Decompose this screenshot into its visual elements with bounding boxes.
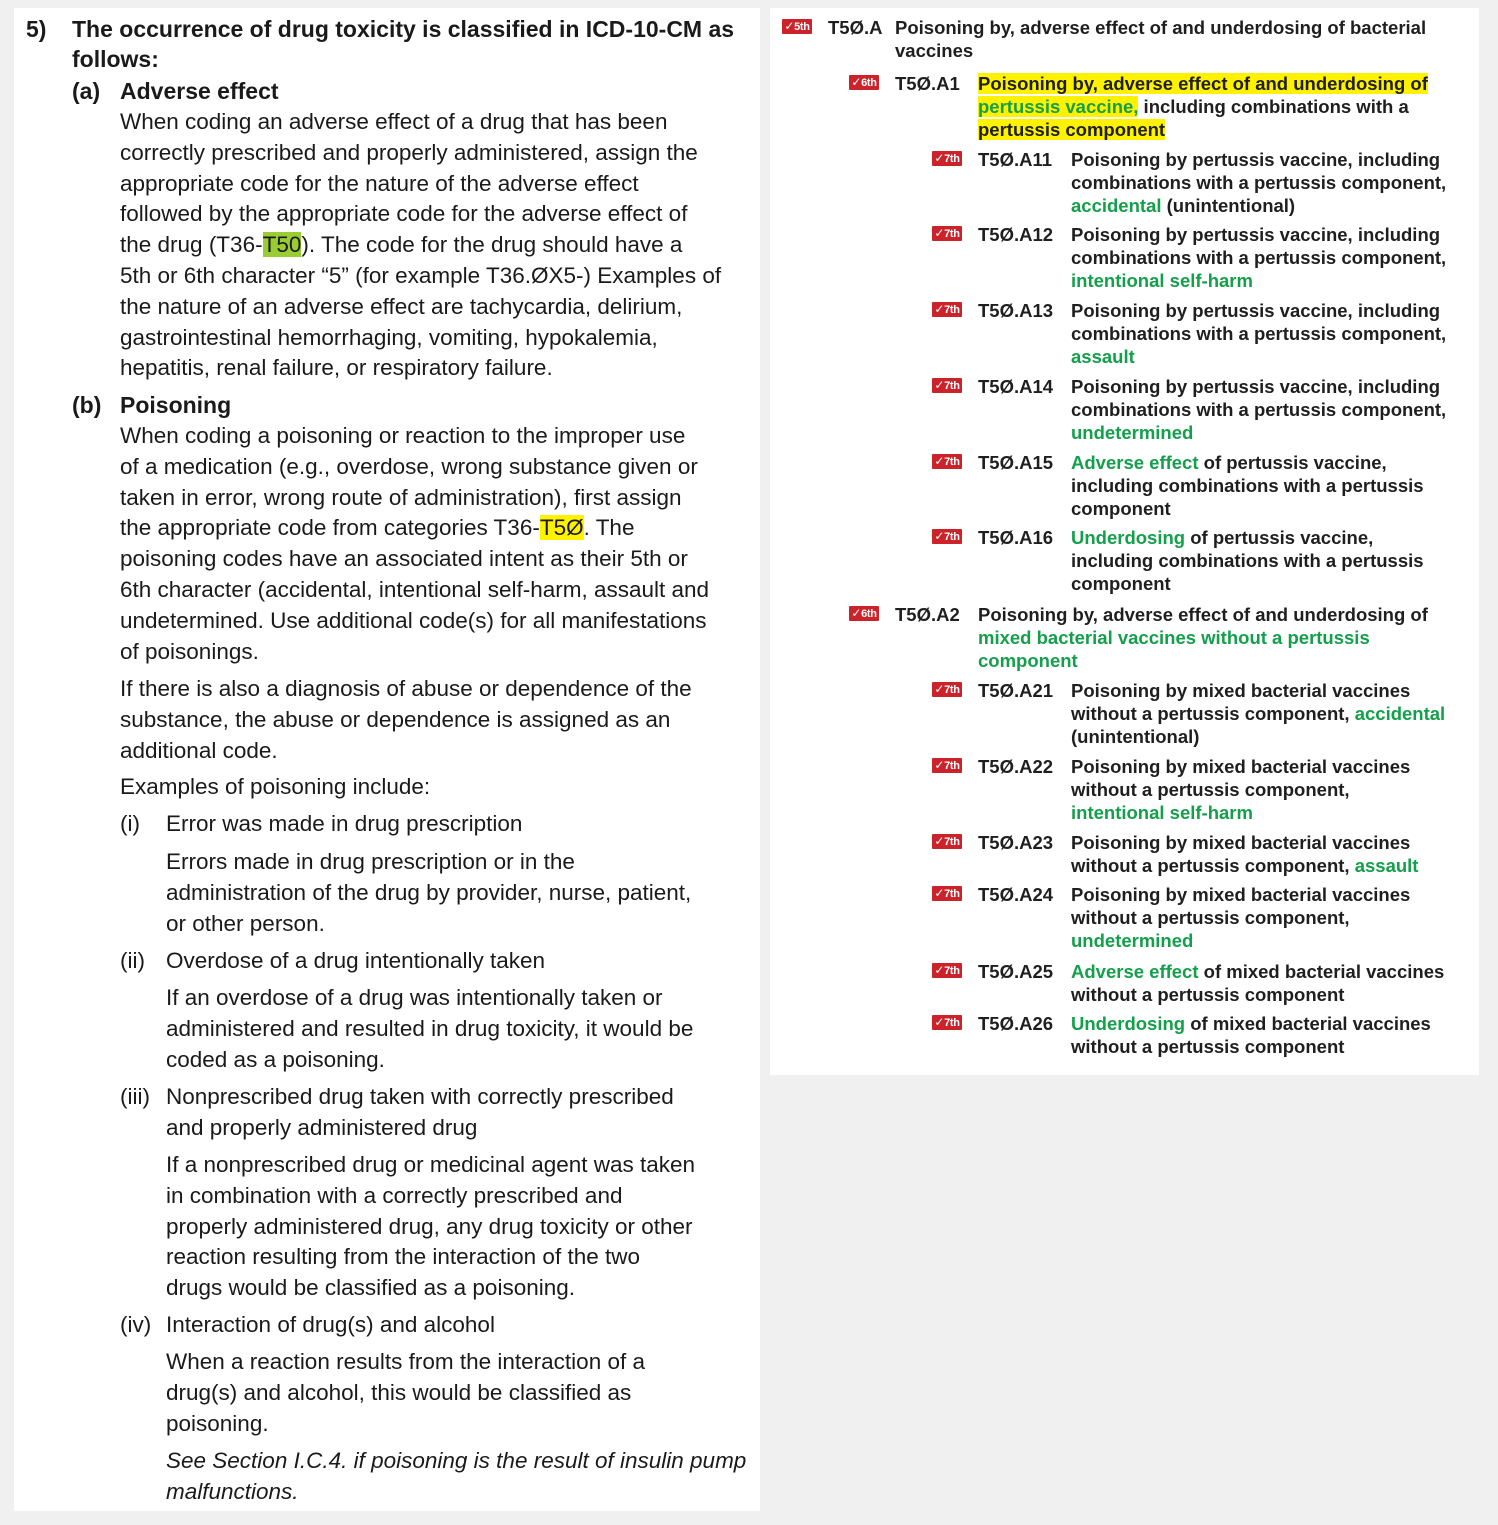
text-span: . The [583, 515, 635, 541]
poisoning-text [120, 421, 709, 667]
highlighted-code: T5Ø [539, 515, 584, 541]
6th-character-badge: ✓6th [849, 75, 879, 90]
7th-character-badge: ✓7th [932, 302, 962, 317]
highlighted-text: Poisoning by, adverse effect of and underdosing of [978, 73, 1428, 94]
text-line: poisoning codes have an associated intent as their 5th or [120, 546, 688, 572]
highlighted-text: pertussis component [978, 119, 1166, 141]
text-line: the nature of an adverse effect are tachycardia, delirium, [120, 293, 683, 319]
7th-character-badge: ✓7th [932, 963, 962, 978]
intent-term: Adverse effect [1071, 961, 1199, 982]
code-number: T5Ø.A16 [978, 527, 1054, 548]
code-number: T5Ø.A21 [978, 680, 1054, 701]
code-description-line: mixed bacterial vaccines without a pertussis [978, 627, 1370, 649]
code-description-line: combinations with a pertussis component, [1071, 399, 1447, 421]
text-line: See Section I.C.4. if poisoning is the result of insulin pump [166, 1448, 747, 1473]
code-description-line: combinations with a pertussis component, [1071, 172, 1447, 194]
code-number: T5Ø.A13 [978, 300, 1054, 321]
text-line: hepatitis, renal failure, or respiratory failure. [120, 355, 553, 381]
code-description-line: vaccines [895, 40, 974, 62]
highlighted-text: pertussis vaccine, [978, 96, 1139, 118]
code-description-line: Poisoning by, adverse effect of and underdosing of [978, 604, 1428, 625]
code-description-line: without a pertussis component, [1071, 907, 1350, 929]
see-also-note [166, 1446, 746, 1508]
section-label: (a) [72, 78, 101, 104]
code-description-line: (unintentional) [1071, 726, 1200, 748]
examples-intro [120, 772, 430, 803]
text-line: or other person. [166, 910, 325, 936]
text-line: reaction resulting from the interaction of the two [166, 1244, 640, 1270]
code-listing-panel [770, 8, 1479, 1075]
code-number: T5Ø.A15 [978, 452, 1054, 473]
intent-term: assault [1071, 346, 1135, 368]
text-line: 6th character (accidental, intentional self-harm, assault and [120, 576, 710, 602]
code-description-line: combinations with a pertussis component, [1071, 323, 1447, 345]
text-span: including combinations with a [1138, 96, 1409, 118]
guideline-title-line: follows: [72, 46, 159, 72]
text-line: When coding an adverse effect of a drug that has been [120, 109, 668, 134]
code-description-line: including combinations with a pertussis [1071, 475, 1424, 497]
code-description-line: Poisoning by pertussis vaccine, including [1071, 149, 1441, 170]
section-title: Adverse effect [120, 78, 279, 104]
code-description-line: Poisoning by pertussis vaccine, including [1071, 376, 1441, 397]
item-title: Overdose of a drug intentionally taken [166, 948, 545, 973]
text-line: When a reaction results from the interaction of a [166, 1349, 645, 1374]
example-text [166, 1347, 645, 1439]
text-line: If an overdose of a drug was intentionally taken or [166, 985, 663, 1010]
text-span: of pertussis vaccine, [1198, 452, 1387, 473]
intent-term: intentional self-harm [1071, 270, 1253, 292]
7th-character-badge: ✓7th [932, 886, 962, 901]
code-description-line: without a pertussis component, [1071, 779, 1350, 801]
7th-character-badge: ✓7th [932, 758, 962, 773]
item-title-line: Nonprescribed drug taken with correctly prescribed [166, 1084, 674, 1109]
example-text [166, 983, 693, 1075]
code-description-line: Poisoning by mixed bacterial vaccines [1071, 884, 1411, 905]
7th-character-badge: ✓7th [932, 226, 962, 241]
7th-character-badge: ✓7th [932, 454, 962, 469]
text-line: If there is also a diagnosis of abuse or dependence of the [120, 676, 692, 701]
adverse-effect-text [120, 107, 721, 384]
code-description-line: without a pertussis component [1071, 1036, 1345, 1058]
code-description-line: component [1071, 498, 1171, 520]
code-number: T5Ø.A24 [978, 884, 1054, 905]
code-number: T5Ø.A26 [978, 1013, 1054, 1034]
text-span: of pertussis vaccine, [1185, 527, 1374, 548]
example-text [166, 847, 691, 939]
code-number: T5Ø.A22 [978, 756, 1054, 777]
text-line: drug(s) and alcohol, this would be classified as [166, 1379, 632, 1405]
text-line: administration of the drug by provider, nurse, patient, [166, 879, 692, 905]
code-description-line [1071, 451, 1424, 474]
code-number: T5Ø.A25 [978, 961, 1054, 982]
code-description-line: Poisoning by mixed bacterial vaccines [1071, 756, 1411, 777]
text-line: Examples of poisoning include: [120, 774, 431, 799]
text-line: When coding a poisoning or reaction to the improper use [120, 423, 686, 448]
intent-term: intentional self-harm [1071, 802, 1253, 824]
guideline-title-line: The occurrence of drug toxicity is classified in ICD-10-CM as [72, 16, 735, 42]
code-description-line [978, 118, 1428, 141]
code-number: T5Ø.A11 [978, 149, 1053, 170]
intent-term: undetermined [1071, 422, 1194, 444]
code-description-line [1071, 194, 1446, 217]
code-description-line: including combinations with a pertussis [1071, 550, 1424, 572]
text-span: ). The code for the drug should have a [301, 232, 683, 258]
text-span: without a pertussis component, [1071, 703, 1355, 725]
code-description-line: without a pertussis component [1071, 984, 1345, 1006]
code-description-line: Poisoning by pertussis vaccine, including [1071, 300, 1441, 321]
code-description-line: component [978, 650, 1078, 672]
abuse-dependence-text [120, 674, 692, 766]
guideline-number: 5) [26, 16, 47, 42]
text-line: additional code. [120, 737, 278, 763]
7th-character-badge: ✓7th [932, 378, 962, 393]
7th-character-badge: ✓7th [932, 529, 962, 544]
item-title-line: and properly administered drug [166, 1114, 478, 1140]
text-line: drugs would be classified as a poisoning. [166, 1275, 575, 1301]
intent-term: undetermined [1071, 930, 1194, 952]
text-line: followed by the appropriate code for the adverse effect of [120, 201, 688, 227]
code-description-line [1071, 702, 1445, 725]
intent-term: Adverse effect [1071, 452, 1199, 473]
code-description-line [1071, 854, 1418, 877]
intent-term: assault [1354, 855, 1419, 877]
item-label: (iii) [120, 1084, 150, 1109]
text-line: taken in error, wrong route of administration), first assign [120, 484, 682, 510]
item-label: (iv) [120, 1312, 152, 1337]
code-number: T5Ø.A1 [895, 73, 960, 94]
text-line: of poisonings. [120, 638, 259, 664]
code-number: T5Ø.A14 [978, 376, 1054, 397]
7th-character-badge: ✓7th [932, 151, 962, 166]
intent-term: Underdosing [1071, 1013, 1186, 1034]
text-span: the drug (T36- [120, 232, 263, 258]
text-line: administered and resulted in drug toxicity, it would be [166, 1015, 694, 1041]
text-line [120, 230, 721, 261]
example-text [166, 1150, 695, 1304]
intent-term: accidental [1354, 703, 1446, 725]
section-label: (b) [72, 392, 102, 418]
text-line: of a medication (e.g., overdose, wrong substance given or [120, 453, 698, 479]
item-title: Error was made in drug prescription [166, 811, 523, 836]
item-label: (i) [120, 811, 140, 836]
text-line: properly administered drug, any drug toxicity or other [166, 1213, 693, 1239]
text-line [120, 513, 709, 544]
code-description-line [978, 72, 1428, 95]
text-span: the appropriate code from categories T36- [120, 515, 540, 541]
code-description-line: Poisoning by pertussis vaccine, including [1071, 224, 1441, 245]
section-title: Poisoning [120, 392, 232, 418]
text-line: in combination with a correctly prescribed and [166, 1182, 623, 1208]
text-line: 5th or 6th character “5” (for example T36.ØX5-) Examples of [120, 262, 722, 288]
code-number: T5Ø.A2 [895, 604, 960, 625]
text-line: poisoning. [166, 1410, 269, 1436]
code-number: T5Ø.A12 [978, 224, 1054, 245]
code-description-line [1071, 1012, 1431, 1035]
text-line: undetermined. Use additional code(s) for all manifestations [120, 607, 707, 633]
text-span: of mixed bacterial vaccines [1185, 1013, 1431, 1034]
code-description-line [1071, 960, 1444, 983]
text-line: gastrointestinal hemorrhaging, vomiting, hypokalemia, [120, 324, 658, 350]
code-description-line: Poisoning by mixed bacterial vaccines [1071, 832, 1411, 853]
guideline-panel [14, 8, 760, 1511]
code-number: T5Ø.A23 [978, 832, 1054, 853]
5th-character-badge: ✓5th [782, 19, 812, 34]
text-line: correctly prescribed and properly administered, assign the [120, 139, 698, 165]
code-description-line [978, 95, 1428, 118]
item-title: Interaction of drug(s) and alcohol [166, 1312, 495, 1337]
text-span: of mixed bacterial vaccines [1198, 961, 1445, 982]
text-line: coded as a poisoning. [166, 1046, 385, 1072]
code-number: T5Ø.A [828, 17, 883, 38]
highlighted-code: T50 [262, 232, 302, 258]
code-description-line: Poisoning by mixed bacterial vaccines [1071, 680, 1411, 701]
code-description-line: combinations with a pertussis component, [1071, 247, 1447, 269]
code-description-line: Poisoning by, adverse effect of and underdosing of bacterial [895, 17, 1427, 38]
intent-term: Underdosing [1071, 527, 1186, 548]
text-line: appropriate code for the nature of the adverse effect [120, 170, 639, 196]
code-description-line: component [1071, 573, 1171, 595]
intent-term: accidental [1071, 195, 1162, 217]
text-span: (unintentional) [1161, 195, 1296, 217]
7th-character-badge: ✓7th [932, 1015, 962, 1030]
text-line: malfunctions. [166, 1478, 299, 1504]
item-label: (ii) [120, 948, 145, 973]
text-span: without a pertussis component, [1071, 855, 1355, 877]
text-line: If a nonprescribed drug or medicinal agent was taken [166, 1152, 696, 1177]
code-description-line [1071, 526, 1424, 549]
6th-character-badge: ✓6th [849, 606, 879, 621]
text-line: Errors made in drug prescription or in the [166, 849, 575, 874]
text-line: substance, the abuse or dependence is assigned as an [120, 706, 671, 732]
7th-character-badge: ✓7th [932, 834, 962, 849]
7th-character-badge: ✓7th [932, 682, 962, 697]
